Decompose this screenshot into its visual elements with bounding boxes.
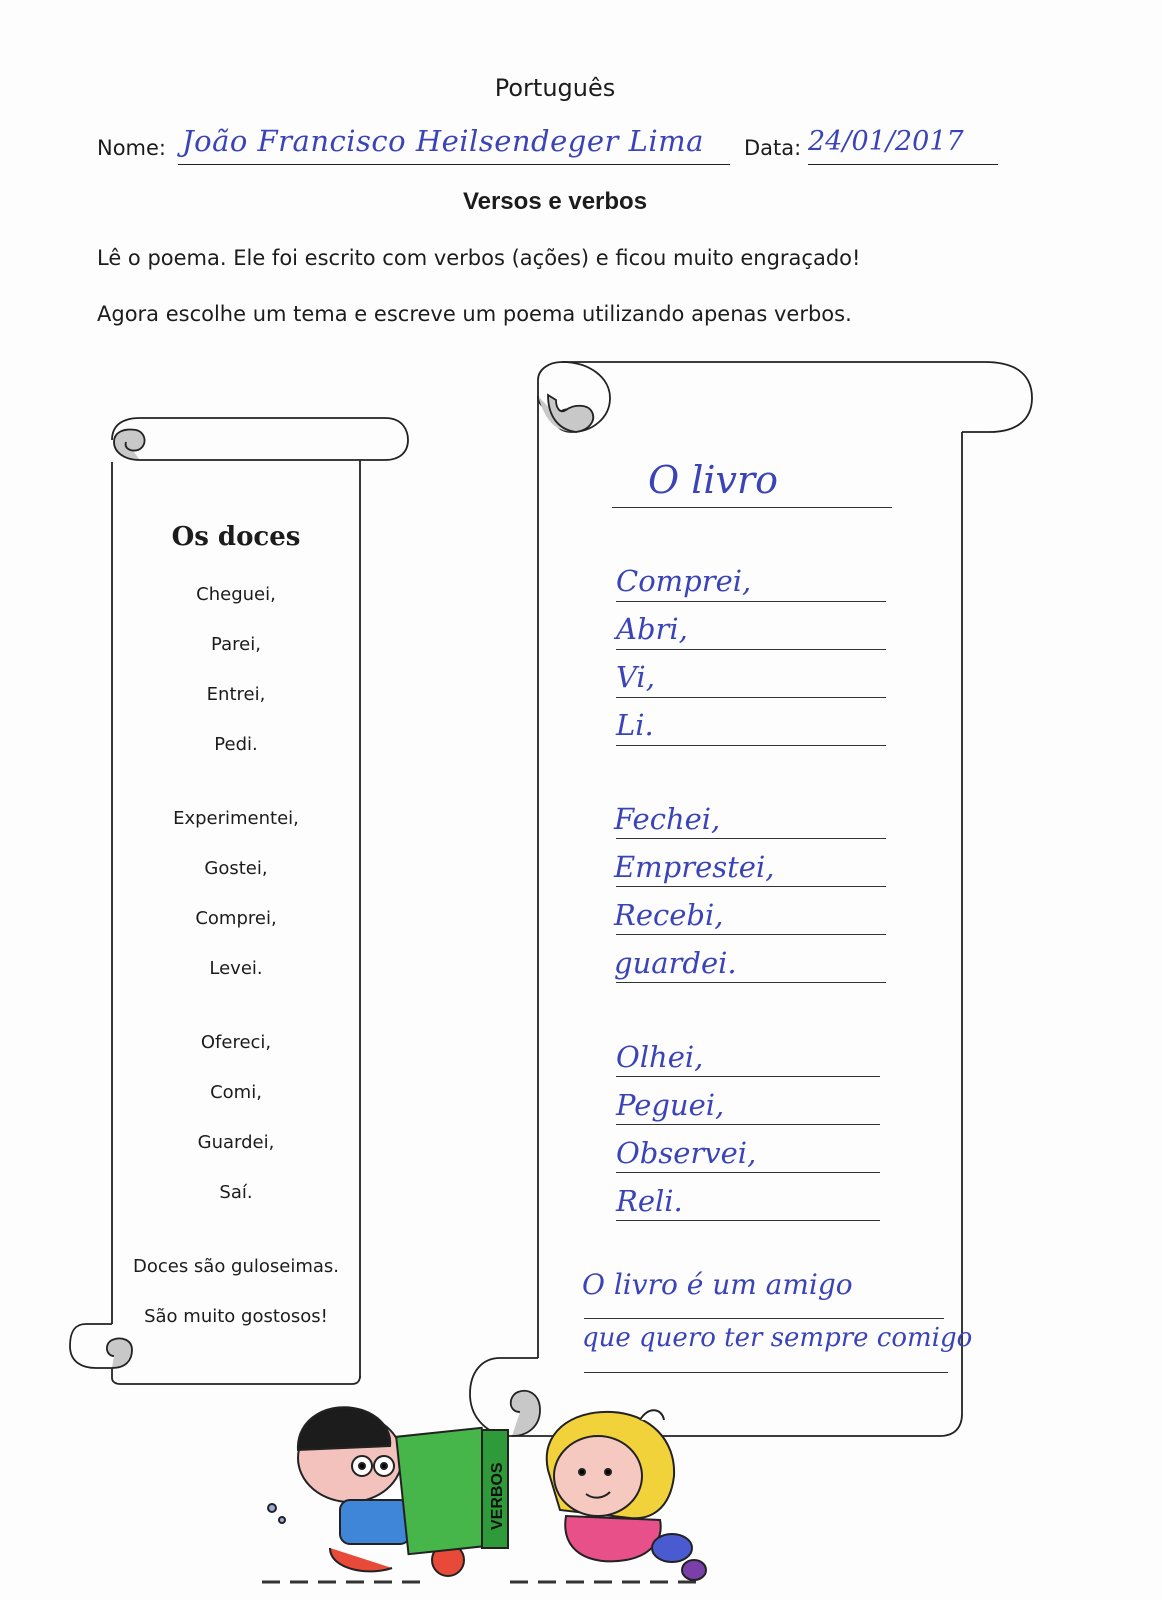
model-poem-line: Comprei, <box>195 908 277 929</box>
name-label: Nome: <box>97 136 167 160</box>
student-verse: Recebi, <box>614 898 724 932</box>
model-poem-line: Gostei, <box>204 858 268 879</box>
student-verse: Emprestei, <box>614 850 775 884</box>
model-poem-line: Experimentei, <box>173 808 299 829</box>
date-label: Data: <box>744 136 802 160</box>
model-poem-line: Saí. <box>219 1182 253 1203</box>
model-poem-line: Entrei, <box>206 684 266 705</box>
student-verse: Reli. <box>616 1184 683 1218</box>
writing-line <box>584 1372 948 1373</box>
model-poem-line: Pedi. <box>214 734 258 755</box>
writing-line <box>616 649 886 650</box>
student-poem-ending: O livro é um amigo <box>582 1268 853 1301</box>
model-poem-line: São muito gostosos! <box>144 1306 328 1327</box>
writing-line <box>616 934 886 935</box>
writing-line <box>616 601 886 602</box>
date-handwritten: 24/01/2017 <box>808 126 964 157</box>
instruction-write: Agora escolhe um tema e escreve um poema utilizando apenas verbos. <box>97 302 852 326</box>
model-poem-title: Os doces <box>171 522 301 552</box>
writing-line <box>616 1124 880 1125</box>
book-label: VERBOS <box>489 1462 506 1530</box>
student-verse: guardei. <box>614 946 737 980</box>
model-poem-line: Guardei, <box>197 1132 275 1153</box>
student-verse: Li. <box>616 708 654 742</box>
student-verse: Vi, <box>616 660 655 694</box>
model-poem-line: Parei, <box>211 634 261 655</box>
student-verse: Abri, <box>616 612 688 646</box>
model-poem-line: Ofereci, <box>200 1032 272 1053</box>
student-verse: Observei, <box>616 1136 757 1170</box>
student-verse: Comprei, <box>616 564 752 598</box>
student-verse: Fechei, <box>614 802 721 836</box>
title-writing-line <box>612 507 892 508</box>
writing-line <box>616 886 886 887</box>
name-handwritten: João Francisco Heilsendeger Lima <box>182 124 704 158</box>
writing-line <box>616 1172 880 1173</box>
student-verse: Peguei, <box>616 1088 725 1122</box>
writing-line <box>616 745 886 746</box>
model-poem-line: Cheguei, <box>196 584 276 605</box>
student-poem-ending: que quero ter sempre comigo <box>582 1323 973 1353</box>
student-verse: Olhei, <box>616 1040 704 1074</box>
writing-line <box>616 697 886 698</box>
writing-line <box>616 1076 880 1077</box>
writing-line <box>616 982 886 983</box>
model-poem-line: Comi, <box>210 1082 262 1103</box>
boy-with-book-illustration <box>268 1407 508 1576</box>
subject-heading: Português <box>494 74 616 102</box>
instruction-read: Lê o poema. Ele foi escrito com verbos (ações) e ficou muito engraçado! <box>97 246 861 270</box>
writing-line <box>616 838 886 839</box>
model-poem-line: Levei. <box>209 958 263 979</box>
model-poem-line: Doces são guloseimas. <box>132 1256 340 1277</box>
worksheet-title: Versos e verbos <box>462 188 648 215</box>
writing-line <box>584 1318 944 1319</box>
writing-line <box>616 1220 880 1221</box>
left-scroll <box>70 418 408 1384</box>
student-poem-title: O livro <box>648 458 779 502</box>
